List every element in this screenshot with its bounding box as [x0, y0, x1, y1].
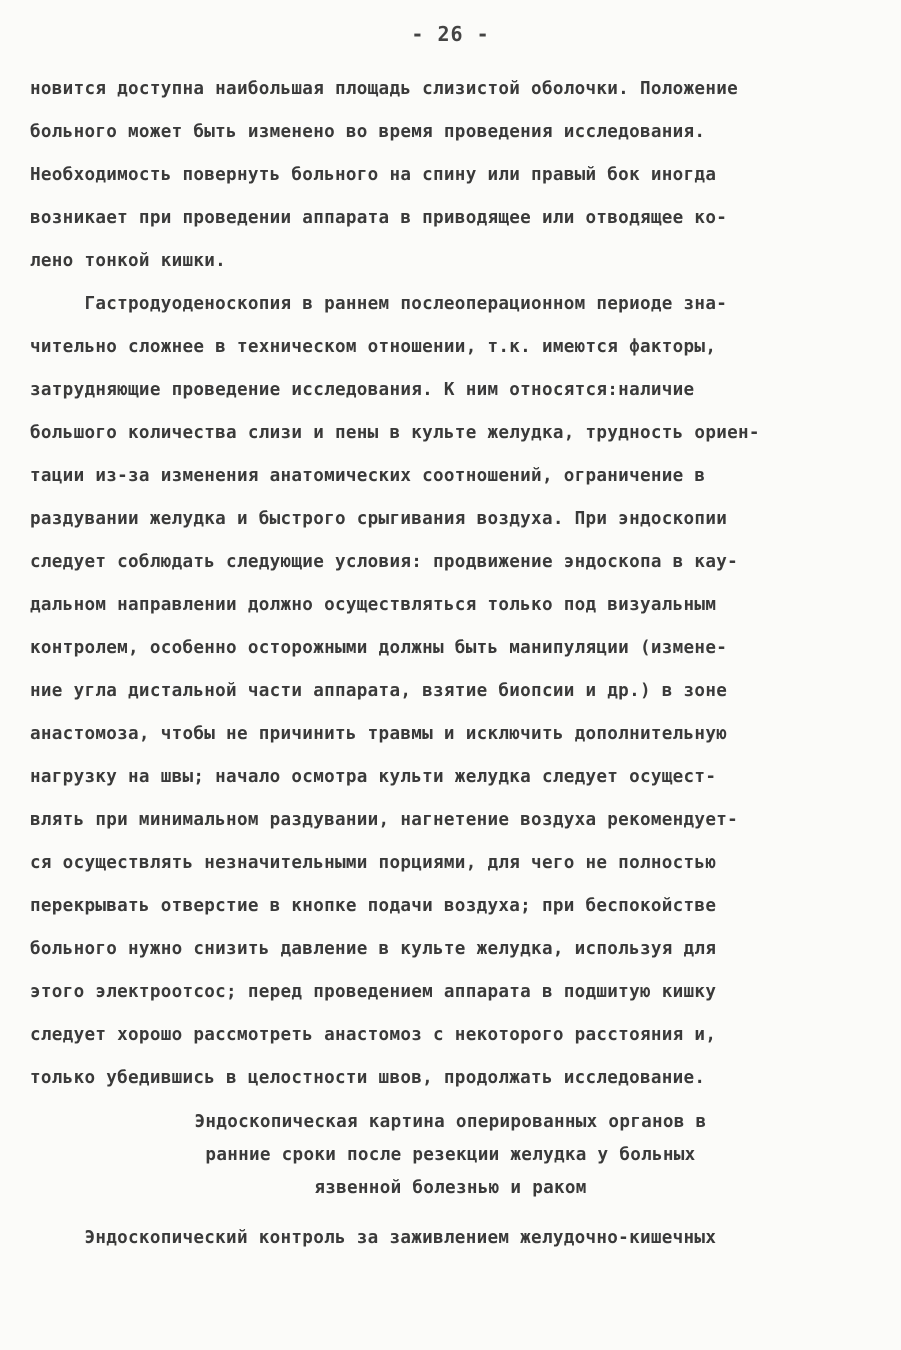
text-line: больного может быть изменено во время проведения исследования. — [30, 122, 706, 142]
section-heading-line: ранние сроки после резекции желудка у больных — [205, 1145, 696, 1165]
text-line: контролем, особенно осторожными должны быть манипуляции (измене- — [30, 638, 728, 658]
text-line: чительно сложнее в техническом отношении, т.к. имеются факторы, — [30, 337, 717, 357]
text-line: ние угла дистальной части аппарата, взятие биопсии и др.) в зоне — [30, 681, 728, 701]
text-line: раздувании желудка и быстрого срыгивания воздуха. При эндоскопии — [30, 509, 728, 529]
text-line: больного нужно снизить давление в культе желудка, используя для — [30, 939, 717, 959]
text-line: этого электроотсос; перед проведением аппарата в подшитую кишку — [30, 982, 717, 1002]
text-line: лено тонкой кишки. — [30, 251, 227, 271]
text-line: затрудняющие проведение исследования. К ним относятся:наличие — [30, 380, 695, 400]
text-line: большого количества слизи и пены в культе желудка, трудность ориен- — [30, 423, 760, 443]
text-line: только убедившись в целостности швов, продолжать исследование. — [30, 1068, 706, 1088]
text-line: анастомоза, чтобы не причинить травмы и исключить дополнительную — [30, 724, 728, 744]
text-line: перекрывать отверстие в кнопке подачи воздуха; при беспокойстве — [30, 896, 717, 916]
page-number: - 26 - — [411, 22, 490, 46]
text-line: Необходимость повернуть больного на спину или правый бок иногда — [30, 165, 717, 185]
text-line: влять при минимальном раздувании, нагнетение воздуха рекомендует- — [30, 810, 739, 830]
text-line: новится доступна наибольшая площадь слизистой оболочки. Положение — [30, 79, 739, 99]
section-heading-line: Эндоскопическая картина оперированных органов в — [194, 1112, 707, 1132]
text-line: следует соблюдать следующие условия: продвижение эндоскопа в кау- — [30, 552, 739, 572]
section-heading-line: язвенной болезнью и раком — [314, 1178, 587, 1198]
text-line: Гастродуоденоскопия в раннем послеоперационном периоде зна- — [30, 294, 728, 314]
text-line: возникает при проведении аппарата в приводящее или отводящее ко- — [30, 208, 728, 228]
text-line: Эндоскопический контроль за заживлением желудочно-кишечных — [30, 1228, 717, 1248]
text-line: дальном направлении должно осуществляться только под визуальным — [30, 595, 717, 615]
text-line: ся осуществлять незначительными порциями, для чего не полностью — [30, 853, 717, 873]
text-line: следует хорошо рассмотреть анастомоз с некоторого расстояния и, — [30, 1025, 717, 1045]
text-line: нагрузку на швы; начало осмотра культи желудка следует осущест- — [30, 767, 717, 787]
text-line: тации из-за изменения анатомических соотношений, ограничение в — [30, 466, 706, 486]
